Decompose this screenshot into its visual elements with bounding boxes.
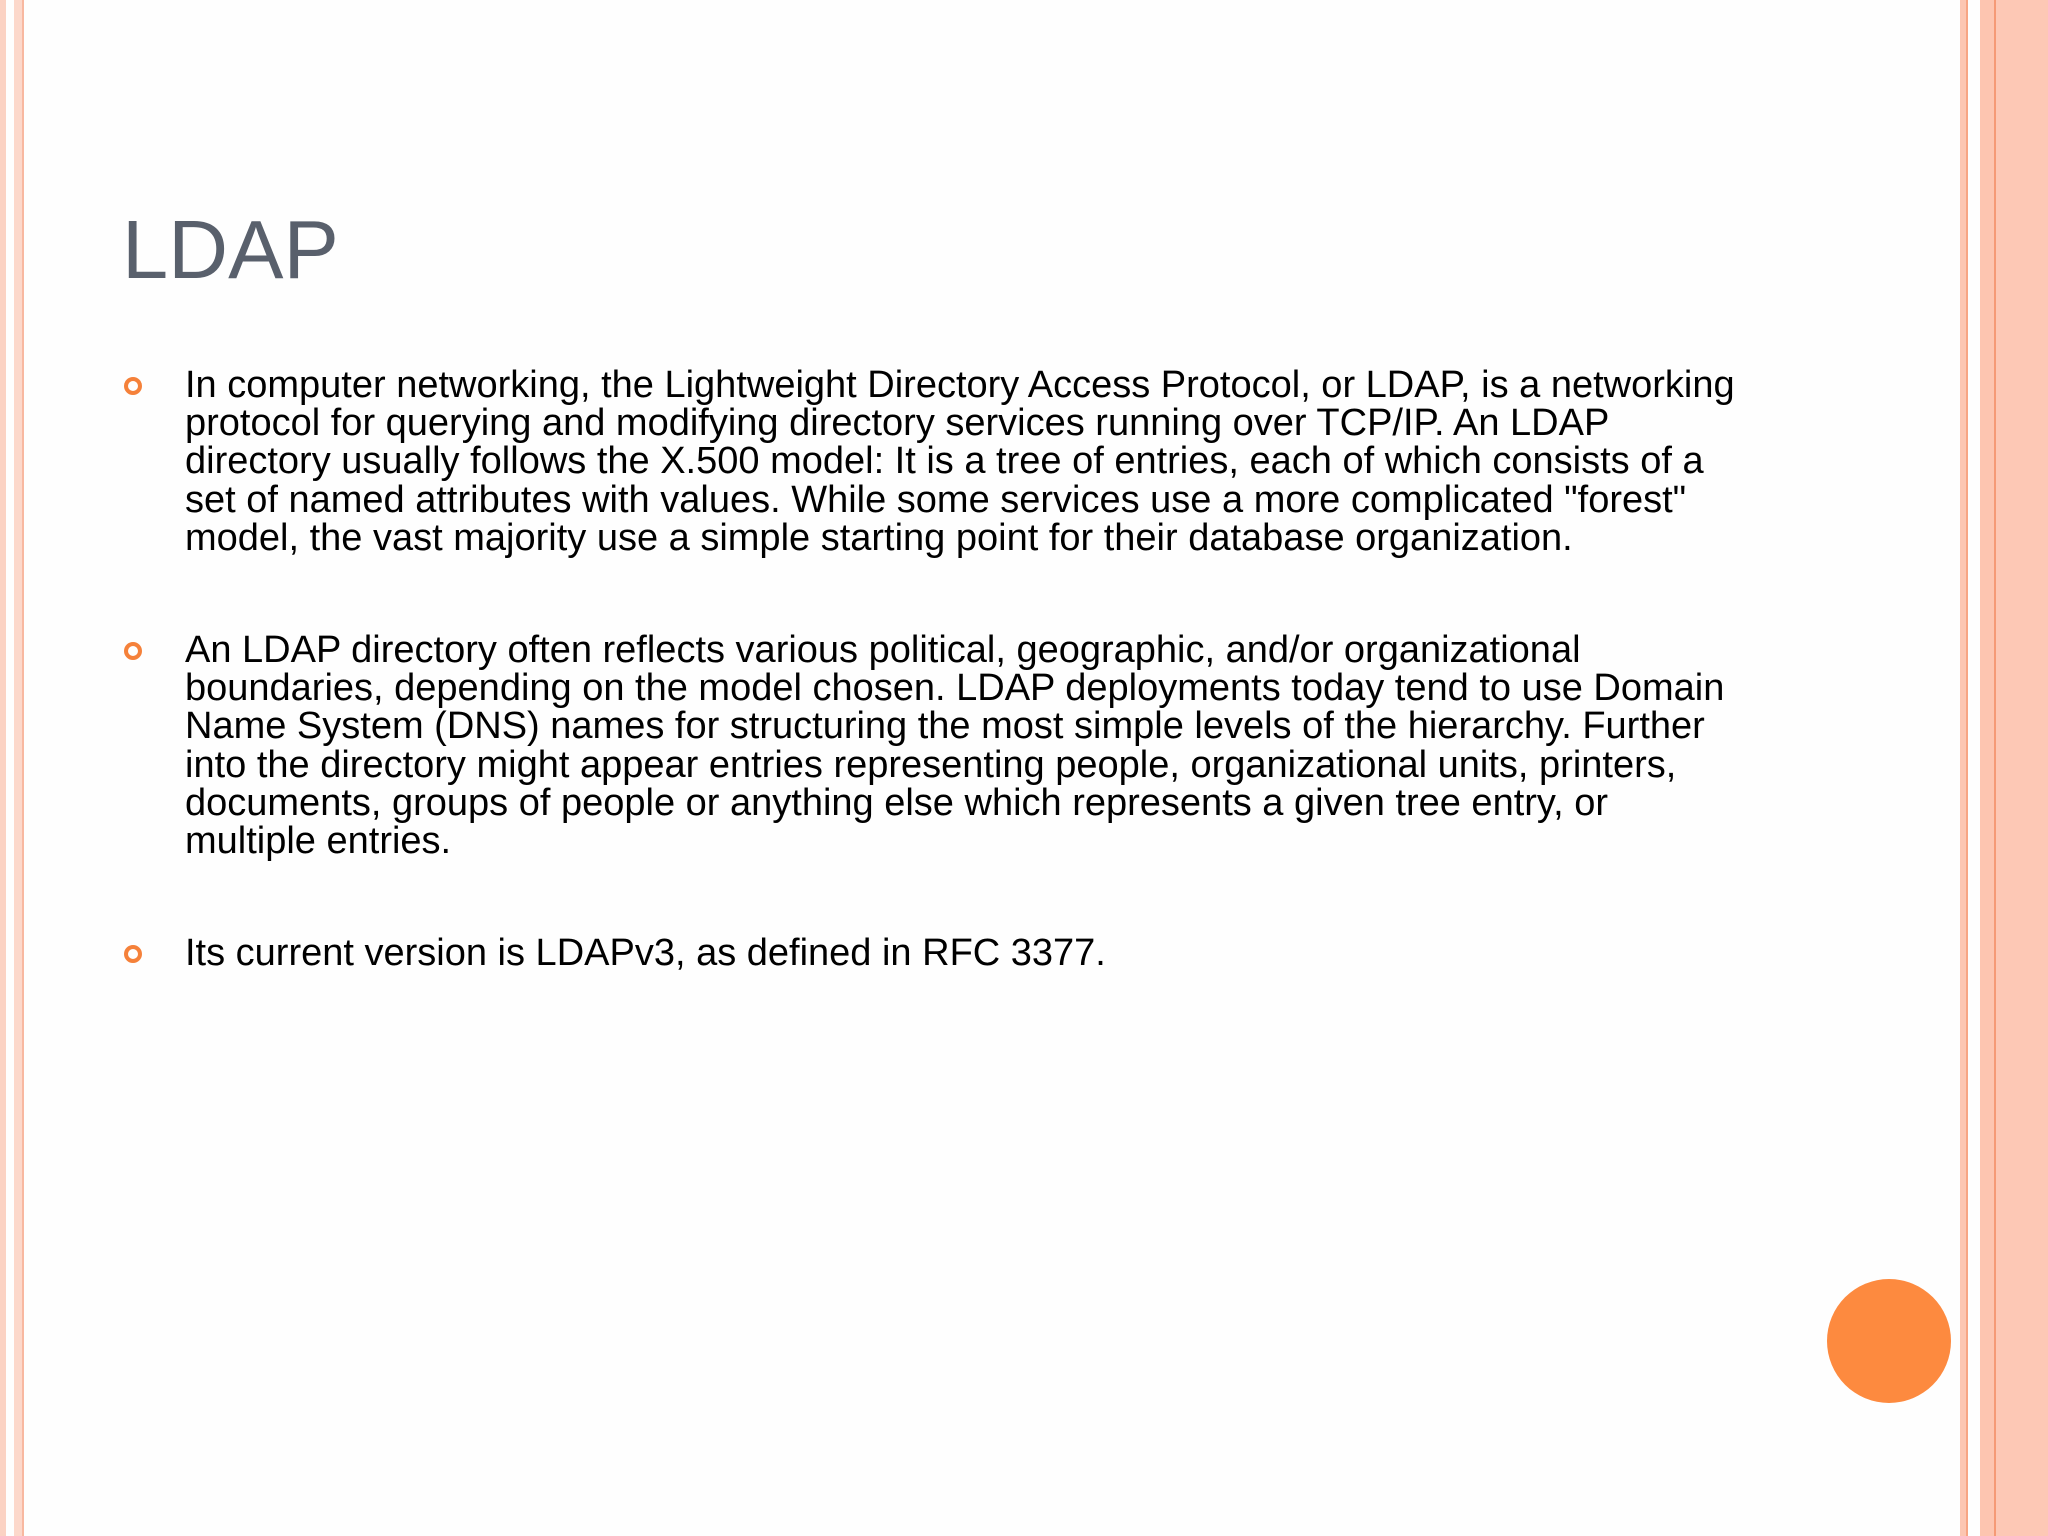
bullet-list [120, 366, 1740, 1046]
bullet-item [120, 366, 1740, 557]
bullet-text: An LDAP directory often reflects various political, geographic, and/or organizational boundaries, depending on the model chosen. LDAP deployments today tend to use Domain Name System (DNS) names for structuring the most simple levels of the hierarchy. Further into the directory might appear entries representing people, organizational units, printers, documents, groups of people or anything else which represents a given tree entry, or multiple entries. [185, 629, 1725, 863]
left-border-stripe [14, 0, 22, 1536]
bullet-item [120, 629, 1740, 863]
bullet-text: In computer networking, the Lightweight Directory Access Protocol, or LDAP, is a networking protocol for querying and modifying directory services running over TCP/IP. An LDAP directory usually follows the X.500 model: It is a tree of entries, each of which consists of a set of named attributes with values. While some services use a more complicated "forest" model, the vast majority use a simple starting point for their database organization. [185, 364, 1735, 559]
orange-circle-icon [1827, 1279, 1951, 1403]
bullet-item [120, 932, 1740, 975]
bullet-text: Its current version is LDAPv3, as defined in RFC 3377. [185, 932, 1106, 975]
slide-title: LDAP [122, 203, 339, 296]
hollow-circle-bullet-icon [124, 642, 142, 660]
left-border-stripe [0, 0, 6, 1536]
hollow-circle-bullet-icon [124, 945, 142, 963]
hollow-circle-bullet-icon [124, 377, 142, 395]
left-border-stripe [22, 0, 24, 1536]
right-border-stripe [1996, 0, 2048, 1536]
right-border-stripe [1966, 0, 1968, 1536]
right-border-stripe [1980, 0, 1994, 1536]
